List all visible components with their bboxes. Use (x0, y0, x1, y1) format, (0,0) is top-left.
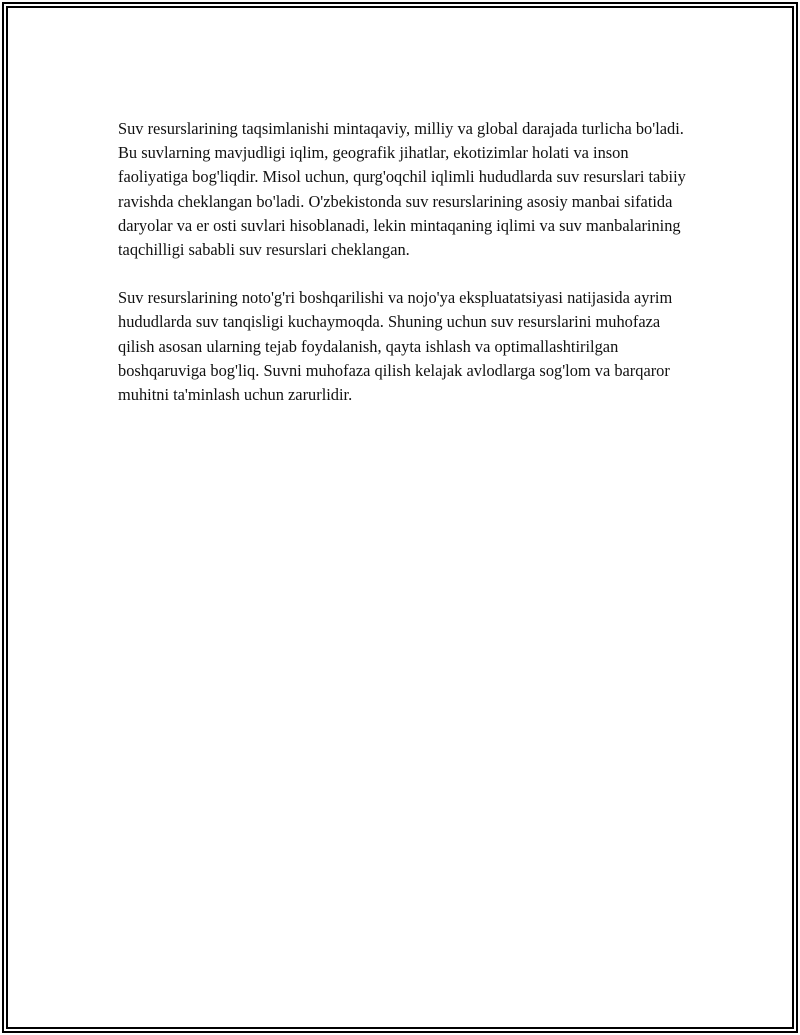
document-body (118, 117, 698, 431)
paragraph-2: Suv resurslarining noto'g'ri boshqarilishi va nojo'ya ekspluatatsiyasi natijasida ayrim hududlarda suv tanqisligi kuchaymoqda. Shuning uchun suv resurslarini muhofaza qilish asosan ularning tejab foydalanish, qayta ishlash va optimallashtirilgan boshqaruviga bog'liq. Suvni muhofaza qilish kelajak avlodlarga sog'lom va barqaror muhitni ta'minlash uchun zarurlidir. (118, 288, 673, 405)
paragraph-1: Suv resurslarining taqsimlanishi mintaqaviy, milliy va global darajada turlicha bo'ladi. Bu suvlarning mavjudligi iqlim, geografik jihatlar, ekotizimlar holati va inson faoliyatiga bog'liqdir. Misol uchun, qurg'oqchil iqlimli hududlarda suv resurslari tabiiy ravishda cheklangan bo'ladi. O'zbekistonda suv resurslarining asosiy manbai sifatida daryolar va er osti suvlari hisoblanadi, lekin mintaqaning iqlimi va suv manbalarining taqchilligi sababli suv resurslari cheklangan. (118, 119, 686, 260)
